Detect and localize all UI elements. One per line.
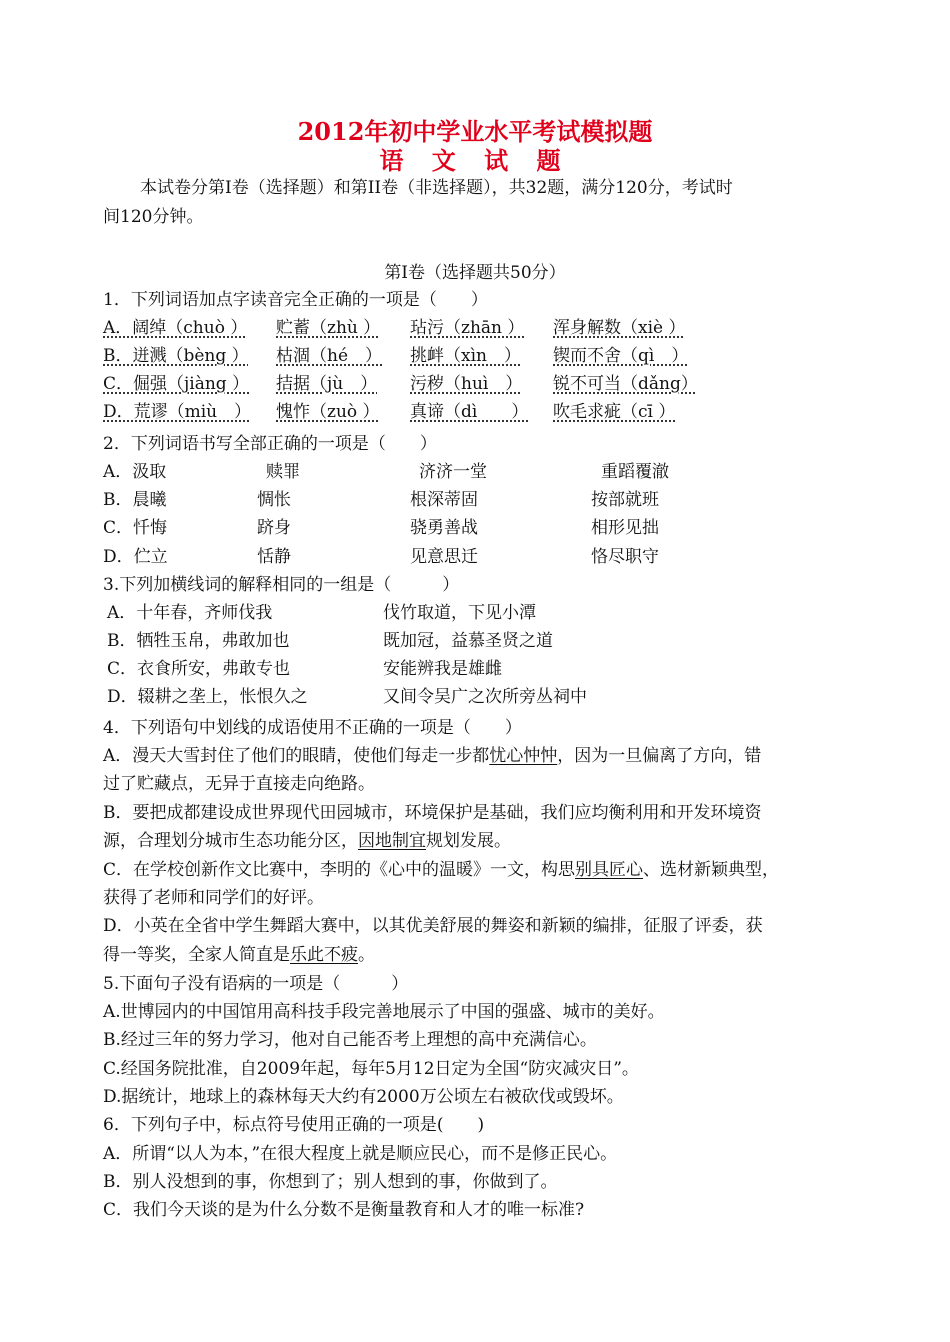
q1-option-cell: 贮蓄（zhù ） [276,318,381,338]
intro-line-2: 间120分钟。 [103,207,204,227]
q3-option-left: D．辍耕之垄上，怅恨久之 [107,687,308,707]
q1-option-cell: 拮据（jù ） [276,374,378,394]
q1-option-cell: 玷污（zhān ） [410,318,525,338]
q2-option-cell: 相形见拙 [591,518,659,538]
q2-option-cell: 见意思迁 [410,547,478,567]
q4-option-c-cont: 获得了老师和同学们的好评。 [103,888,324,908]
q4-c-text: 、选材新颖典型， [643,860,780,880]
q4-b-idiom: 因地制宜 [358,831,426,851]
q6-option-b: B．别人没想到的事，你想到了；别人想到的事，你做到了。 [103,1172,558,1192]
q4-c-idiom: 别具匠心 [575,860,644,880]
q1-option-cell: A．阔绰（chuò ） [103,318,248,338]
q4-option-d: D．小英在全省中学生舞蹈大赛中，以其优美舒展的舞姿和新颖的编排，征服了评委，获 [103,916,763,936]
q4-a-text: ，因为一旦偏离了方向，错 [557,746,762,766]
q2-option-cell: 恬静 [257,547,291,567]
intro-line-1: 本试卷分第I卷（选择题）和第II卷（非选择题），共32题，满分120分，考试时 [140,178,733,198]
q1-option-cell: 浑身解数（xiè ） [553,318,686,338]
q3-option-right: 既加冠，益慕圣贤之道 [383,631,553,651]
q1-option-cell: 锐不可当（dǎng） [553,374,698,394]
q2-option-cell: 惆怅 [257,490,291,510]
q6-stem: 6．下列句子中，标点符号使用正确的一项是( ) [103,1115,485,1135]
q2-option-cell: B．晨曦 [103,490,167,510]
q4-stem: 4．下列语句中划线的成语使用不正确的一项是（ ） [103,718,522,738]
exam-subtitle: 语 文 试 题 [379,146,571,175]
q2-option-cell: A．汲取 [103,462,167,482]
q2-option-cell: 按部就班 [591,490,659,510]
q2-option-cell: 跻身 [257,518,291,538]
q2-option-cell: 赎罪 [266,462,300,482]
q3-option-right: 又间令吴广之次所旁丛祠中 [383,687,587,707]
q4-option-a [103,744,761,768]
q4-option-d-cont [103,943,375,967]
q4-d-text: 得一等奖，全家人简直是 [103,945,290,965]
q5-stem: 5.下面句子没有语病的一项是（ ） [103,974,409,994]
q4-option-b-cont [103,829,511,853]
q1-option-cell: 愧怍（zuò ） [276,402,380,422]
q5-option-b: B.经过三年的努力学习，他对自己能否考上理想的高中充满信心。 [103,1030,597,1050]
q3-option-right: 安能辨我是雄雌 [383,659,502,679]
q4-b-text: 源，合理划分城市生态功能分区， [103,831,358,851]
q1-option-cell: B．迸溅（bèng ） [103,346,249,366]
q2-option-cell: 骁勇善战 [410,518,478,538]
q3-option-left: B．牺牲玉帛，弗敢加也 [107,631,290,651]
q6-option-c: C．我们今天谈的是为什么分数不是衡量教育和人才的唯一标准? [103,1200,585,1220]
q4-option-b: B．要把成都建设成世界现代田园城市，环境保护是基础，我们应均衡利用和开发环境资 [103,803,762,823]
q2-option-cell: 重蹈覆澈 [601,462,669,482]
q1-option-cell: 吹毛求疵（cī ） [553,402,676,422]
q4-c-text: C．在学校创新作文比赛中，李明的《心中的温暖》一文，构思 [103,860,576,880]
q1-option-cell: 挑衅（xìn ） [410,346,521,366]
q1-stem: 1．下列词语加点字读音完全正确的一项是（ ） [103,290,488,310]
q1-option-cell: 枯涸（hé ） [276,346,383,366]
q4-a-idiom: 忧心忡忡 [489,746,558,766]
q5-option-a: A.世博园内的中国馆用高科技手段完善地展示了中国的强盛、城市的美好。 [103,1002,665,1022]
q4-option-a-cont: 过了贮藏点，无异于直接走向绝路。 [103,774,375,794]
q5-option-d: D.据统计，地球上的森林每天大约有2000万公顷左右被砍伐或毁坏。 [103,1087,624,1107]
q4-d-idiom: 乐此不疲 [290,945,358,965]
q1-option-cell: C．倔强（jiàng ） [103,374,250,394]
q1-option-cell: D．荒谬（miù ） [103,402,252,422]
q4-b-text: 规划发展。 [426,831,511,851]
q3-option-left: A．十年春，齐师伐我 [107,603,273,623]
q3-option-left: C．衣食所安，弗敢专也 [107,659,291,679]
q1-option-cell: 污秽（huì ） [410,374,523,394]
q2-option-cell: 根深蒂固 [410,490,478,510]
q2-option-cell: 恪尽职守 [591,547,659,567]
q2-stem: 2．下列词语书写全部正确的一项是（ ） [103,434,437,454]
q2-option-cell: 济济一堂 [419,462,487,482]
q1-option-cell: 锲而不舍（qì ） [553,346,689,366]
q3-option-right: 伐竹取道，下见小潭 [383,603,536,623]
q1-option-cell: 真谛（dì ） [410,402,529,422]
q6-option-a: A．所谓“以人为本，”在很大程度上就是顺应民心，而不是修正民心。 [103,1144,618,1164]
exam-title: 2012年初中学业水平考试模拟题 [297,117,653,146]
q5-option-c: C.经国务院批准，自2009年起，每年5月12日定为全国“防灾减灾日”。 [103,1059,639,1079]
q4-d-text: 。 [358,945,375,965]
section-title: 第I卷（选择题共50分） [384,263,566,283]
q4-option-c [103,858,779,882]
q4-a-text: A．漫天大雪封住了他们的眼睛，使他们每走一步都 [103,746,490,766]
q3-stem: 3.下列加横线词的解释相同的一组是（ ） [103,575,460,595]
q2-option-cell: D．伫立 [103,547,168,567]
q2-option-cell: C．忏悔 [103,518,168,538]
